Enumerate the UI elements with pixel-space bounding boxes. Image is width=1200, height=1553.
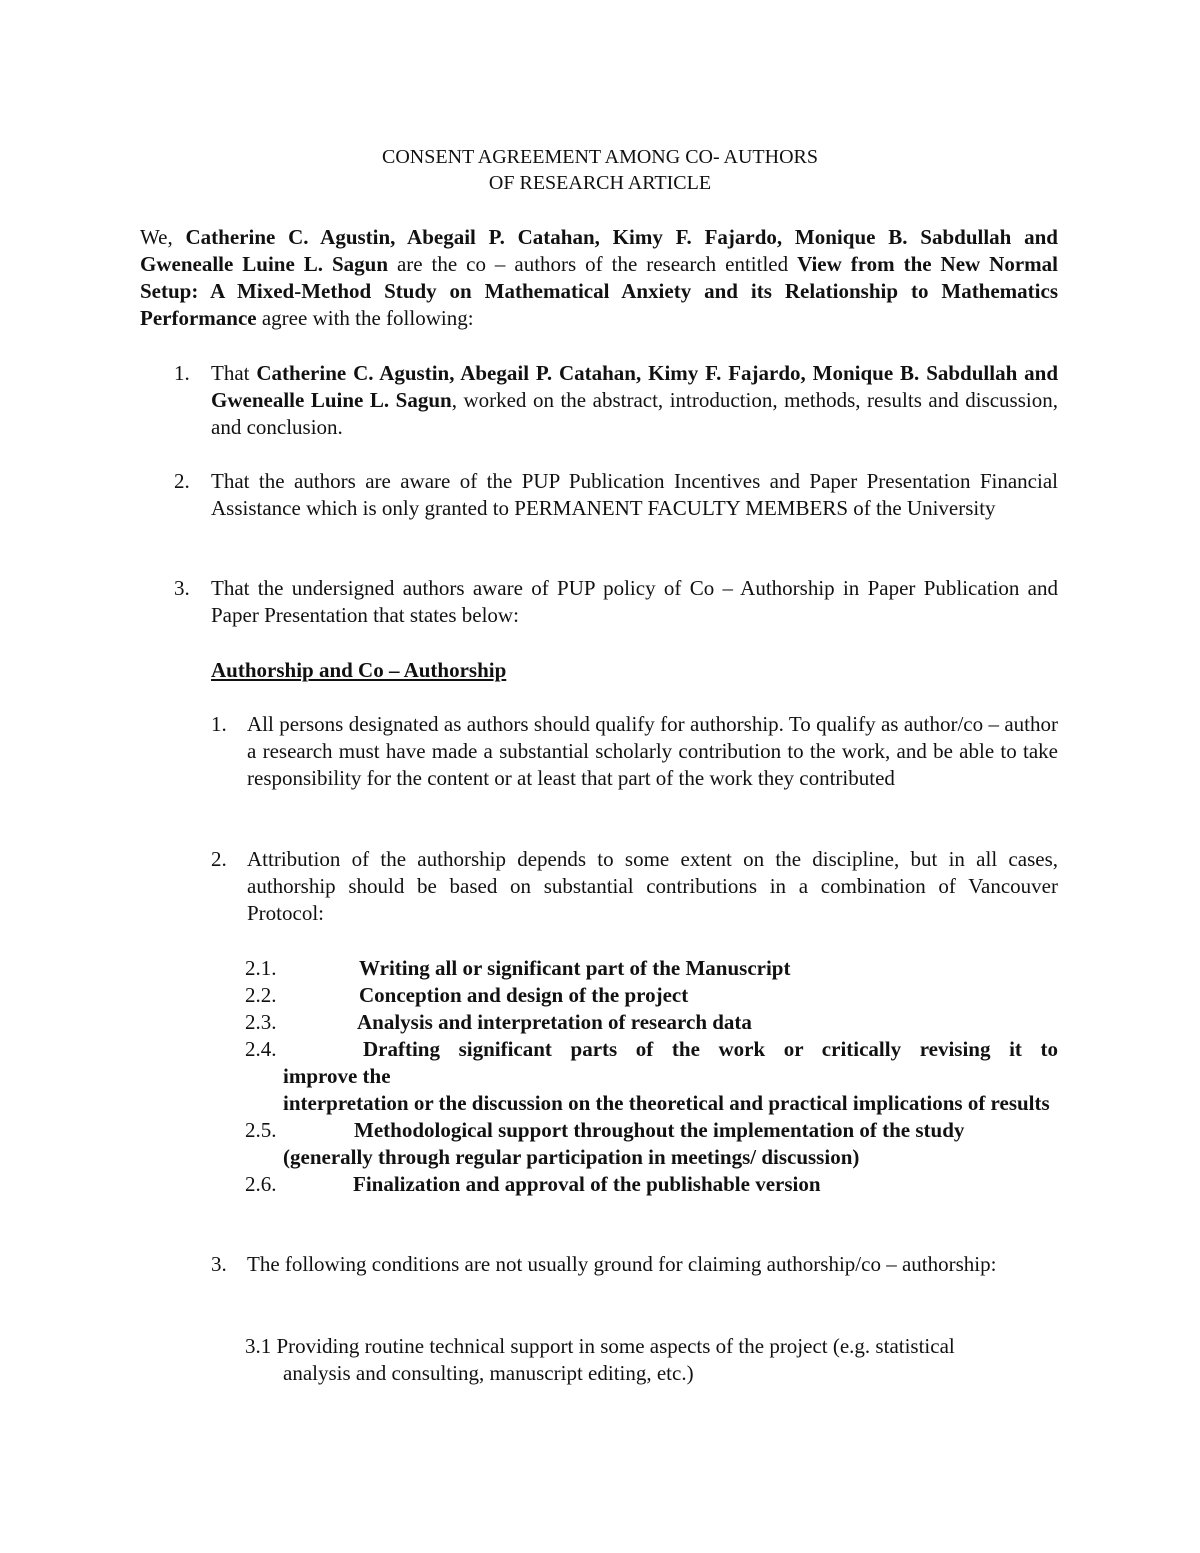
item-text: That the undersigned authors aware of PUP policy of Co – Authorship in Paper Publication and Paper Presentation that states below: <box>211 576 1058 627</box>
contribution-text: Drafting significant parts of the work or critically revising it to <box>363 1037 1058 1061</box>
intro-mid: are the co – authors of the research entitled <box>388 252 798 276</box>
contribution-text: Finalization and approval of the publishable version <box>353 1172 821 1196</box>
contribution-item <box>245 1171 1058 1198</box>
contribution-text: Conception and design of the project <box>359 983 689 1007</box>
contribution-text: Methodological support throughout the implementation of the study <box>354 1118 965 1142</box>
item-prefix: That <box>211 361 257 385</box>
contribution-marker: 2.6. <box>245 1172 277 1196</box>
contribution-marker: 2.4. <box>245 1037 277 1061</box>
document-title-line-2: OF RESEARCH ARTICLE <box>488 172 712 194</box>
item-marker: 1. <box>174 361 190 385</box>
non-ground-item <box>245 1333 1058 1387</box>
contribution-text: Analysis and interpretation of research data <box>357 1010 752 1034</box>
item-marker: 3. <box>174 576 190 600</box>
contribution-marker: 2.3. <box>245 1010 277 1034</box>
point-marker: 1. <box>211 712 227 736</box>
intro-paragraph <box>140 224 1058 332</box>
item-text <box>211 360 1058 441</box>
item-text: That the authors are aware of the PUP Publication Incentives and Paper Presentation Financial Assistance which is only granted to PERMANENT FACULTY MEMBERS of the University <box>211 469 1058 520</box>
contribution-item <box>245 955 1058 982</box>
contribution-text-continued: interpretation or the discussion on the theoretical and practical implications of results <box>283 1091 1050 1115</box>
intro-we: We, <box>140 225 186 249</box>
contribution-item <box>245 1036 1058 1117</box>
non-ground-text: Providing routine technical support in some aspects of the project (e.g. statistical <box>271 1334 955 1358</box>
point-text: Attribution of the authorship depends to some extent on the discipline, but in all cases, authorship should be based on substantial contributions in a combination of Vancouver Protocol: <box>247 847 1058 925</box>
contribution-marker: 2.1. <box>245 956 277 980</box>
section-heading: Authorship and Co – Authorship <box>211 658 507 682</box>
item-authors: Catherine C. Agustin, Abegail P. Catahan, Kimy F. Fajardo, Monique B. Sabdullah and Gwenealle Luine L. Sagun <box>211 361 1059 412</box>
contribution-item <box>245 1117 1058 1171</box>
non-ground-marker: 3.1 <box>245 1334 272 1358</box>
item-marker: 2. <box>174 469 190 493</box>
point-text: The following conditions are not usually ground for claiming authorship/co – authorship: <box>247 1252 997 1276</box>
intro-end: agree with the following: <box>256 306 474 330</box>
point-marker: 3. <box>211 1252 227 1276</box>
intro-authors: Catherine C. Agustin, Abegail P. Catahan, Kimy F. Fajardo, Monique B. Sabdullah and Gwenealle Luine L. Sagun <box>140 225 1058 276</box>
contribution-item <box>245 982 1058 1009</box>
document-title-line-1: CONSENT AGREEMENT AMONG CO- AUTHORS <box>382 146 818 168</box>
contribution-marker: 2.2. <box>245 983 277 1007</box>
contribution-item <box>245 1009 1058 1036</box>
research-title: View from the New Normal Setup: A Mixed-Method Study on Mathematical Anxiety and its Relationship to Mathematics Performance <box>140 252 1058 330</box>
contribution-marker: 2.5. <box>245 1118 277 1142</box>
non-ground-text-continued: analysis and consulting, manuscript editing, etc.) <box>283 1361 694 1385</box>
contribution-text-continued: improve the <box>283 1064 391 1088</box>
contribution-text: Writing all or significant part of the Manuscript <box>359 956 791 980</box>
point-text: All persons designated as authors should qualify for authorship. To qualify as author/co – author a research must have made a substantial scholarly contribution to the work, and be able to take responsibility for the content or at least that part of the work they contributed <box>247 712 1058 790</box>
contribution-text-continued: (generally through regular participation in meetings/ discussion) <box>283 1145 860 1169</box>
point-marker: 2. <box>211 847 227 871</box>
item-suffix: , worked on the abstract, introduction, methods, results and discussion, and conclusion. <box>211 388 1058 439</box>
contribution-list <box>245 955 1058 1198</box>
